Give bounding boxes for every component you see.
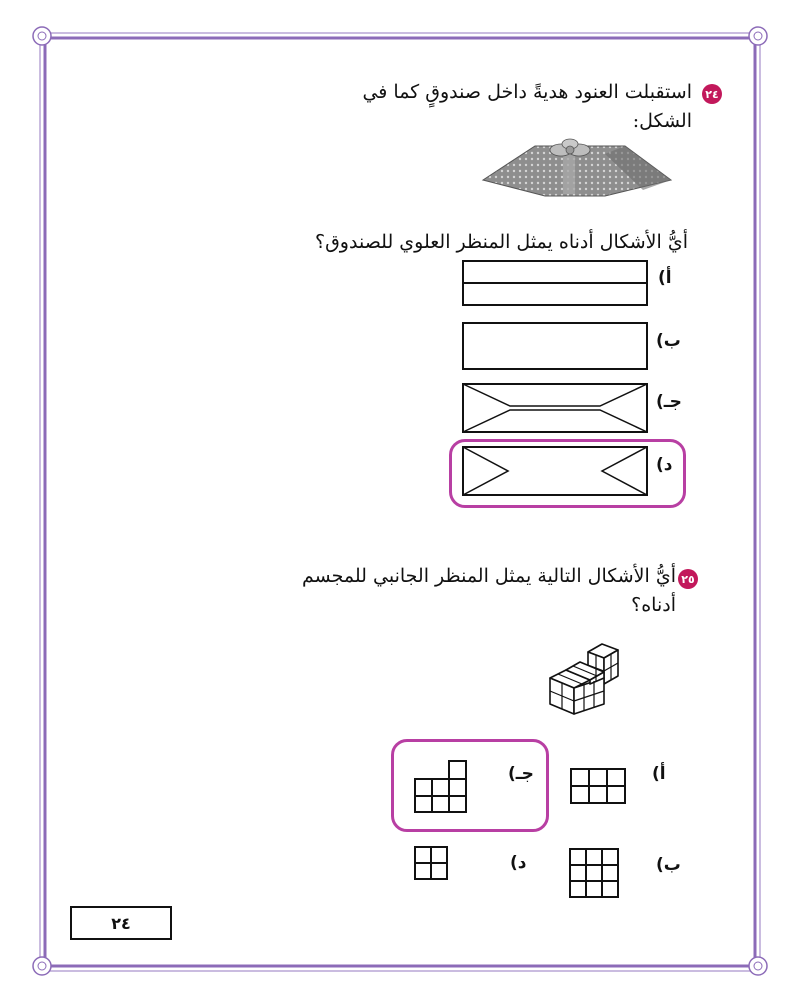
option-b-grid[interactable] [569,848,619,898]
question-number-badge: ٢٤ [702,84,722,104]
corner-ornament-icon [33,27,51,45]
option-c-label[interactable]: جـ) [508,764,534,784]
corner-ornament-icon [749,957,767,975]
question-25-text [216,562,676,621]
question-24-prompt: أيُّ الأشكال أدناه يمثل المنظر العلوي للصندوق؟ [314,231,688,253]
option-d-grid[interactable] [414,846,448,880]
gift-box-image [475,138,675,200]
cube-stack-image [540,640,630,720]
option-a-label[interactable]: أ) [658,268,672,288]
option-c-shape[interactable] [462,383,648,433]
option-d-shape[interactable] [462,446,648,496]
option-a-shape[interactable] [462,260,648,306]
option-b-label[interactable]: ب) [656,855,681,875]
question-text-line: الشكل: [632,110,692,133]
option-b-shape[interactable] [462,322,648,370]
question-text-line: أدناه؟ [631,594,676,617]
ribbon-bow-icon [550,139,590,156]
question-24-text [232,78,692,137]
option-b-label[interactable]: ب) [656,331,681,351]
page-number: ٢٤ [70,906,172,940]
option-a-grid[interactable] [570,768,626,804]
option-d-label[interactable]: د) [656,455,673,475]
option-a-label[interactable]: أ) [652,764,666,784]
option-c-label[interactable]: جـ) [656,392,682,412]
option-d-label[interactable]: د) [510,853,527,873]
corner-ornament-icon [33,957,51,975]
option-c-grid[interactable] [414,760,468,814]
question-text-line: أيُّ الأشكال التالية يمثل المنظر الجانبي للمجسم [302,565,676,587]
question-text-line: استقبلت العنود هديةً داخل صندوقٍ كما في [362,81,692,103]
corner-ornament-icon [749,27,767,45]
question-number-badge: ٢٥ [678,569,698,589]
